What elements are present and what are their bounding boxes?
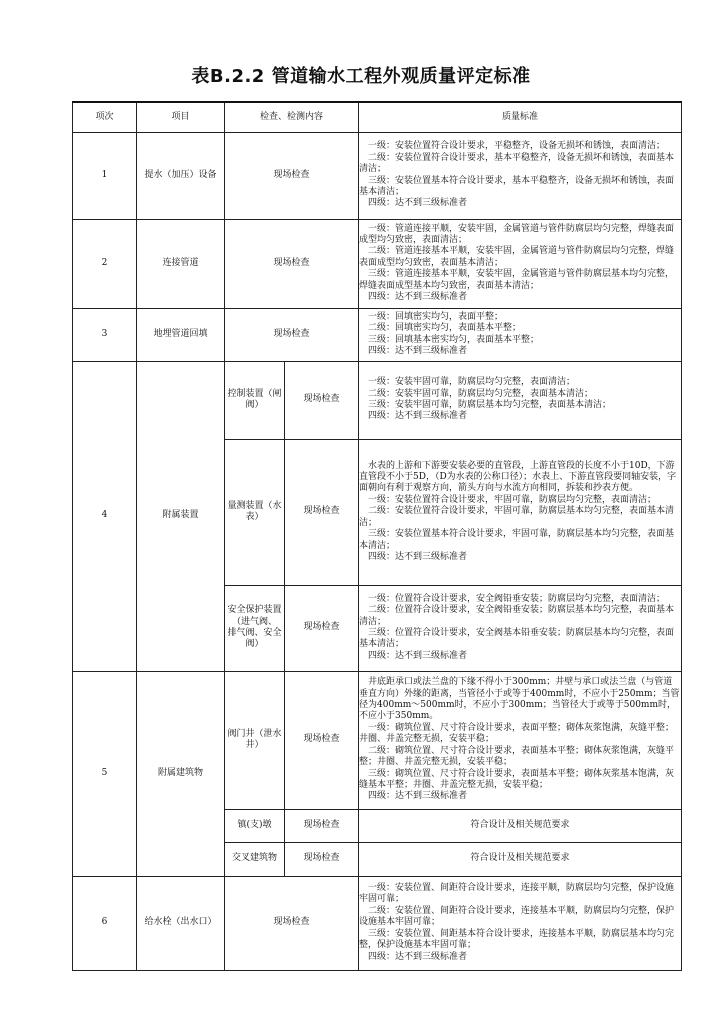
table-row xyxy=(73,671,682,809)
row-method: 现场检查 xyxy=(285,671,359,809)
row-item: 附属建筑物 xyxy=(137,671,225,876)
row-standard: 符合设计及相关规范要求 xyxy=(359,809,682,842)
row-method: 现场检查 xyxy=(285,361,359,439)
row-method: 现场检查 xyxy=(285,809,359,842)
row-item: 地埋管道回填 xyxy=(137,308,225,361)
table-row xyxy=(73,876,682,970)
row-no: 5 xyxy=(73,671,137,876)
header-check-content: 检查、检测内容 xyxy=(225,102,359,132)
quality-standard-table xyxy=(72,101,682,971)
row-standard: 一级：回填密实均匀，表面平整； 二级：回填密实均匀，表面基本平整； 三级：回填基本密实均匀，表面基本平整； 四级：达不到三级标准者 xyxy=(359,308,682,361)
row-standard: 一级：安装位置符合设计要求，平稳整齐，设备无损坏和锈蚀，表面清洁； 二级：安装位置符合设计要求，基本平稳整齐，设备无损坏和锈蚀，表面基本清洁； 三级：安装位置基本符合设计要求，基本平稳整齐，设备无损坏和锈蚀，表面基本清洁； 四级：达不到三级标准者 xyxy=(359,132,682,219)
row-no: 6 xyxy=(73,876,137,970)
header-quality-standard: 质量标准 xyxy=(359,102,682,132)
sub-item-control-device: 控制装置（闸阀） xyxy=(225,361,285,439)
row-standard: 符合设计及相关规范要求 xyxy=(359,842,682,876)
row-item: 连接管道 xyxy=(137,219,225,308)
table-row xyxy=(73,219,682,308)
row-method: 现场检查 xyxy=(285,842,359,876)
page-title: 表B.2.2 管道输水工程外观质量评定标准 xyxy=(191,66,531,87)
sub-item-meter: 量测装置（水表） xyxy=(225,439,285,585)
row-standard: 一级：管道连接平顺，安装牢固，金属管道与管件防腐层均匀完整，焊缝表面成型均匀致密，表面清洁； 二级：管道连接基本平顺，安装牢固，金属管道与管件防腐层均匀完整，焊缝表面成型均匀致密，表面基本清洁； 三级：管道连接基本平顺，安装牢固，金属管道与管件防腐层基本均匀完整，焊缝表面成型基本均匀致密，表面基本清洁； 四级：达不到三级标准者 xyxy=(359,219,682,308)
row-method: 现场检查 xyxy=(225,876,359,970)
row-standard: 一级：安装牢固可靠，防腐层均匀完整，表面清洁； 二级：安装牢固可靠，防腐层均匀完整，表面基本清洁； 三级：安装牢固可靠，防腐层基本均匀完整，表面基本清洁； 四级：达不到三级标准者 xyxy=(359,361,682,439)
row-standard: 井底距承口或法兰盘的下缘不得小于300mm；井壁与承口或法兰盘（与管道垂直方向）外缘的距离，当管径小于或等于400mm时，不应小于250mm；当管径为400mm～500mm时，不应小于300mm；当管径大于或等于500mm时，不应小于350mm。 一级：砌筑位置、尺寸符合设计要求，表面平整；砌体灰浆饱满，灰缝平整；井圈、井盖完整无损，安装平稳； 二级：砌筑位置、尺寸符合设计要求，表面基本平整；砌体灰浆饱满，灰缝平整；井圈、井盖完整无损，安装平稳； 三级：砌筑位置、尺寸符合设计要求，表面基本平整；砌体灰浆基本饱满，灰缝基本平整；井圈、井盖完整无损，安装平稳； 四级：达不到三级标准者 xyxy=(359,671,682,809)
table-row xyxy=(73,361,682,439)
row-no: 3 xyxy=(73,308,137,361)
sub-item-valve-well: 阀门井（泄水井） xyxy=(225,671,285,809)
row-method: 现场检查 xyxy=(285,585,359,671)
row-item: 给水栓（出水口） xyxy=(137,876,225,970)
row-method: 现场检查 xyxy=(285,439,359,585)
row-method: 现场检查 xyxy=(225,219,359,308)
row-standard: 一级：位置符合设计要求，安全阀铅垂安装；防腐层均匀完整，表面清洁； 二级：位置符合设计要求，安全阀铅垂安装；防腐层基本均匀完整，表面基本清洁； 三级：位置符合设计要求，安全阀基本铅垂安装；防腐层基本均匀完整，表面基本清洁； 四级：达不到三级标准者 xyxy=(359,585,682,671)
row-no: 1 xyxy=(73,132,137,219)
row-item: 附属装置 xyxy=(137,361,225,671)
row-standard: 一级：安装位置、间距符合设计要求，连接平顺，防腐层均匀完整，保护设施牢固可靠； 二级：安装位置、间距符合设计要求，连接基本平顺，防腐层均匀完整，保护设施基本牢固可靠； 三级：安装位置、间距基本符合设计要求，连接基本平顺，防腐层基本均匀完整，保护设施基本牢固可靠； 四级：达不到三级标准者 xyxy=(359,876,682,970)
row-no: 4 xyxy=(73,361,137,671)
row-method: 现场检查 xyxy=(225,308,359,361)
header-no: 项次 xyxy=(73,102,137,132)
table-row xyxy=(73,308,682,361)
sub-item-safety-device: 安全保护装置（进气阀、 排气阀、安全阀） xyxy=(225,585,285,671)
table-row xyxy=(73,132,682,219)
row-method: 现场检查 xyxy=(225,132,359,219)
row-no: 2 xyxy=(73,219,137,308)
row-standard: 水表的上游和下游要安装必要的直管段，上游直管段的长度不小于10D，下游直管段不小于5D，（D为水表的公称口径）；水表上、下游直管段要同轴安装，字面朝向有利于观察方向，箭头方向与水流方向相同，拆装和抄表方便。 一级：安装位置符合设计要求，牢固可靠，防腐层均匀完整，表面清洁； 二级：安装位置符合设计要求，牢固可靠，防腐层基本均匀完整，表面基本清洁； 三级：安装位置基本符合设计要求，牢固可靠，防腐层基本均匀完整，表面基本清洁； 四级：达不到三级标准者 xyxy=(359,439,682,585)
header-item: 项目 xyxy=(137,102,225,132)
sub-item-crossing-structure: 交叉建筑物 xyxy=(225,842,285,876)
table-header-row xyxy=(73,102,682,132)
row-item: 提水（加压）设备 xyxy=(137,132,225,219)
sub-item-thrust-block: 镇(支)墩 xyxy=(225,809,285,842)
